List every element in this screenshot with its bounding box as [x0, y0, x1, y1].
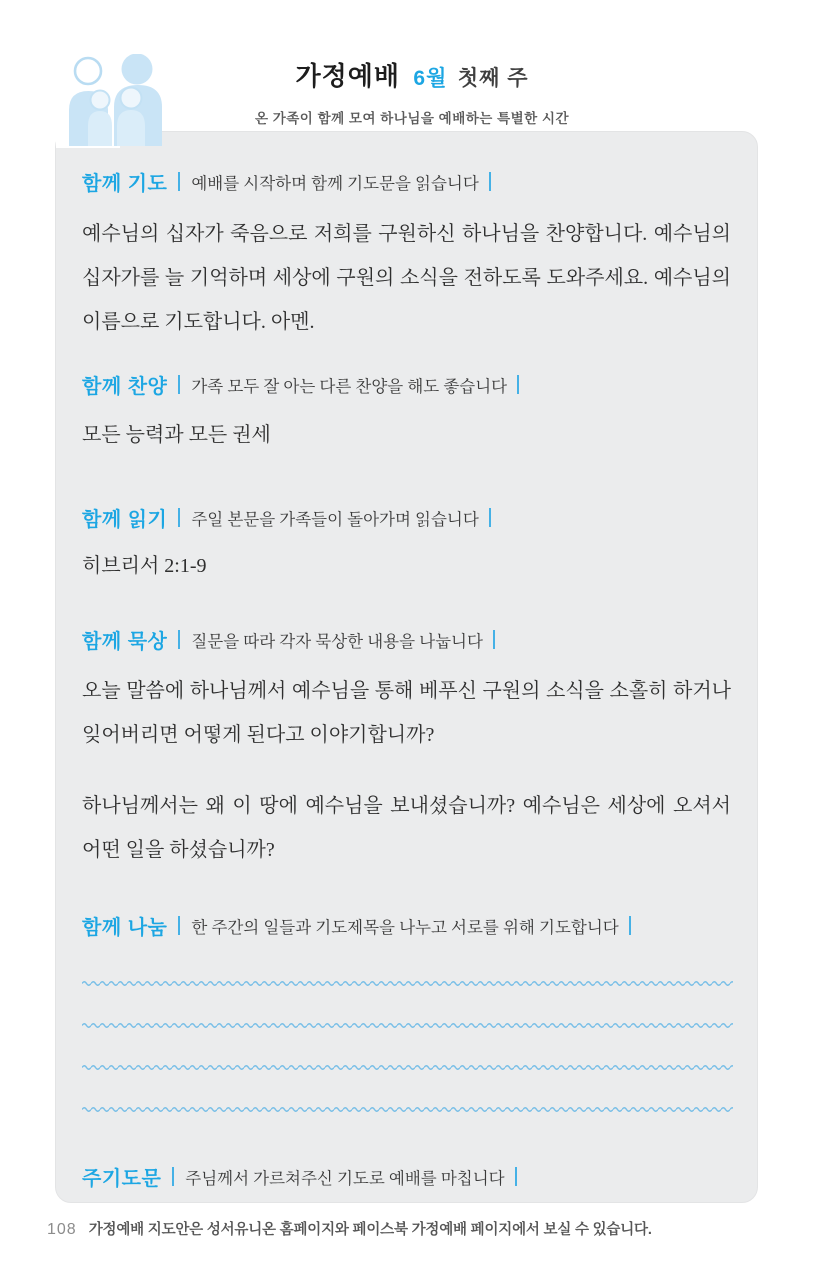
footer-note: 가정예배 지도안은 성서유니온 홈페이지와 페이스북 가정예배 페이지에서 보실 수 있습니다. [88, 1222, 652, 1238]
section-label: 함께 기도 [82, 173, 168, 195]
page-header [0, 56, 824, 127]
section-label: 함께 묵상 [82, 631, 168, 653]
section-header-reading [82, 503, 731, 532]
writing-lines [82, 966, 731, 1134]
title-week: 첫째 주 [457, 67, 529, 90]
meditation-question-1: 오늘 말씀에 하나님께서 예수님을 통해 베푸신 구원의 소식을 소홀히 하거나 잊어버리면 어떻게 된다고 이야기합니까? [82, 680, 731, 746]
section-desc: 질문을 따라 각자 묵상한 내용을 나눕니다 [191, 631, 483, 651]
page-footer [47, 1218, 787, 1239]
separator-bar [178, 916, 180, 935]
section-header-sharing [82, 911, 731, 940]
section-desc: 가족 모두 잘 아는 다른 찬양을 해도 좋습니다 [191, 376, 508, 396]
separator-bar [489, 508, 491, 527]
separator-bar [515, 1167, 517, 1186]
section-label: 함께 나눔 [82, 917, 168, 939]
separator-bar [517, 375, 519, 394]
section-label: 함께 찬양 [82, 376, 168, 398]
separator-bar [178, 375, 180, 394]
section-header-praise [82, 370, 731, 399]
separator-bar [178, 172, 180, 191]
separator-bar [629, 916, 631, 935]
section-desc: 주일 본문을 가족들이 돌아가며 읽습니다 [191, 509, 479, 529]
writing-line [82, 1050, 731, 1092]
writing-line [82, 1092, 731, 1134]
section-desc: 예배를 시작하며 함께 기도문을 읽습니다 [191, 173, 479, 193]
prayer-text: 예수님의 십자가 죽음으로 저희를 구원하신 하나님을 찬양합니다. 예수님의 십자가를 늘 기억하며 세상에 구원의 소식을 전하도록 도와주세요. 예수님의 이름으로 기도합니다. 아멘. [82, 223, 731, 333]
section-header-lords-prayer [82, 1162, 731, 1191]
separator-bar [178, 630, 180, 649]
title-main: 가정예배 [295, 61, 400, 91]
worship-guide-panel [55, 131, 758, 1203]
section-label: 함께 읽기 [82, 509, 168, 531]
section-desc: 주님께서 가르쳐주신 기도로 예배를 마칩니다 [185, 1168, 505, 1188]
title-month: 6월 [413, 67, 448, 90]
separator-bar [172, 1167, 174, 1186]
separator-bar [493, 630, 495, 649]
writing-line [82, 1008, 731, 1050]
page-number: 108 [47, 1221, 77, 1238]
separator-bar [489, 172, 491, 191]
scripture-reference: 히브리서 2:1-9 [82, 555, 207, 577]
section-header-meditation [82, 625, 731, 654]
section-label: 주기도문 [82, 1168, 162, 1190]
page-title [0, 56, 824, 93]
section-desc: 한 주간의 일들과 기도제목을 나누고 서로를 위해 기도합니다 [191, 917, 619, 937]
writing-line [82, 966, 731, 1008]
separator-bar [178, 508, 180, 527]
page-subtitle: 온 가족이 함께 모여 하나님을 예배하는 특별한 시간 [254, 111, 570, 126]
song-title: 모든 능력과 모든 권세 [82, 424, 271, 446]
meditation-question-2: 하나님께서는 왜 이 땅에 예수님을 보내셨습니까? 예수님은 세상에 오셔서 어떤 일을 하셨습니까? [82, 795, 731, 861]
section-header-prayer [82, 167, 731, 196]
